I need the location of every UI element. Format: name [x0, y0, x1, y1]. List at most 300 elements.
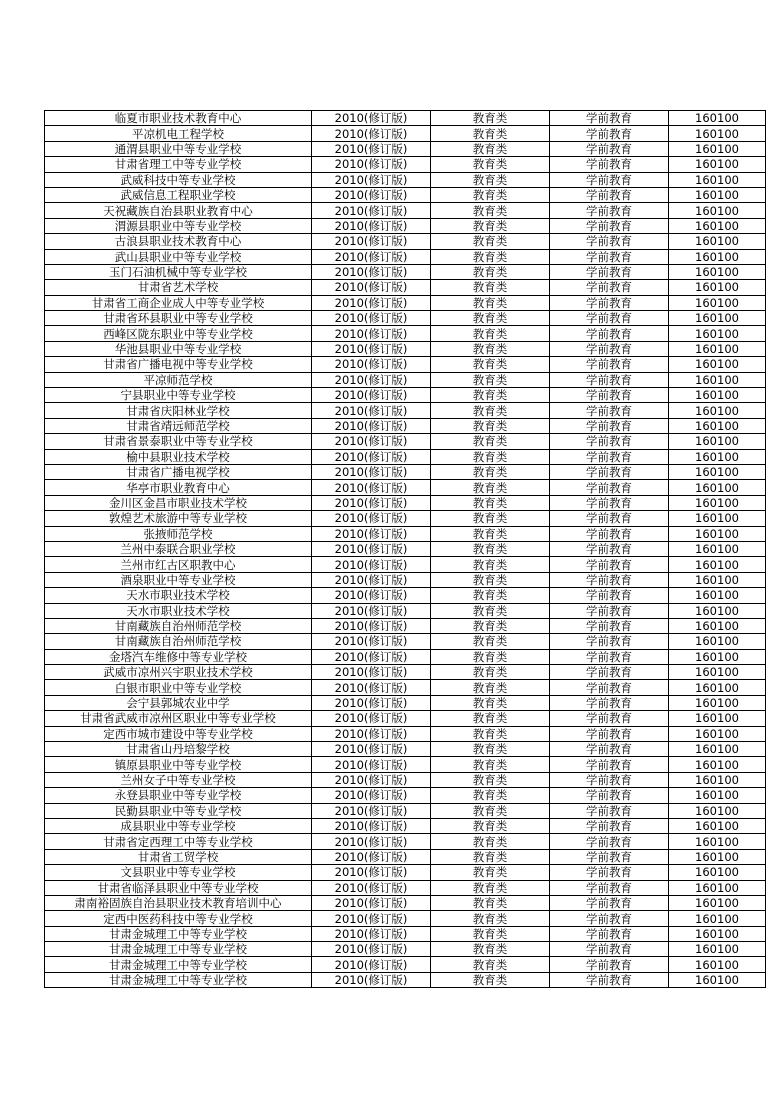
table-row [45, 726, 766, 741]
code-cell: 160100 [669, 218, 766, 233]
code-cell: 160100 [669, 557, 766, 572]
table-row [45, 511, 766, 526]
table-row [45, 757, 766, 772]
edition-cell: 2010(修订版) [312, 803, 431, 818]
table-row [45, 711, 766, 726]
major-cell: 学前教育 [550, 649, 669, 664]
table-row [45, 449, 766, 464]
code-cell: 160100 [669, 649, 766, 664]
table-row [45, 234, 766, 249]
edition-cell: 2010(修订版) [312, 326, 431, 341]
category-cell: 教育类 [431, 341, 550, 356]
edition-cell: 2010(修订版) [312, 942, 431, 957]
category-cell: 教育类 [431, 187, 550, 202]
major-cell: 学前教育 [550, 357, 669, 372]
category-cell: 教育类 [431, 757, 550, 772]
school-name-cell: 肃南裕固族自治县职业技术教育培训中心 [45, 895, 312, 910]
school-name-cell: 通渭县职业中等专业学校 [45, 141, 312, 156]
edition-cell: 2010(修订版) [312, 341, 431, 356]
table-row [45, 742, 766, 757]
code-cell: 160100 [669, 957, 766, 972]
code-cell: 160100 [669, 788, 766, 803]
major-cell: 学前教育 [550, 588, 669, 603]
edition-cell: 2010(修订版) [312, 388, 431, 403]
table-row [45, 357, 766, 372]
major-cell: 学前教育 [550, 557, 669, 572]
code-cell: 160100 [669, 942, 766, 957]
category-cell: 教育类 [431, 357, 550, 372]
school-name-cell: 金川区金昌市职业技术学校 [45, 495, 312, 510]
edition-cell: 2010(修订版) [312, 926, 431, 941]
category-cell: 教育类 [431, 449, 550, 464]
major-cell: 学前教育 [550, 126, 669, 141]
category-cell: 教育类 [431, 141, 550, 156]
table-row [45, 911, 766, 926]
category-cell: 教育类 [431, 649, 550, 664]
edition-cell: 2010(修订版) [312, 711, 431, 726]
category-cell: 教育类 [431, 372, 550, 387]
edition-cell: 2010(修订版) [312, 742, 431, 757]
major-cell: 学前教育 [550, 834, 669, 849]
edition-cell: 2010(修订版) [312, 865, 431, 880]
category-cell: 教育类 [431, 942, 550, 957]
category-cell: 教育类 [431, 111, 550, 126]
table-row [45, 818, 766, 833]
category-cell: 教育类 [431, 403, 550, 418]
school-name-cell: 平凉师范学校 [45, 372, 312, 387]
code-cell: 160100 [669, 726, 766, 741]
edition-cell: 2010(修订版) [312, 311, 431, 326]
code-cell: 160100 [669, 618, 766, 633]
major-cell: 学前教育 [550, 680, 669, 695]
major-cell: 学前教育 [550, 818, 669, 833]
category-cell: 教育类 [431, 618, 550, 633]
major-cell: 学前教育 [550, 849, 669, 864]
category-cell: 教育类 [431, 157, 550, 172]
school-name-cell: 武威信息工程职业学校 [45, 187, 312, 202]
category-cell: 教育类 [431, 788, 550, 803]
table-row [45, 464, 766, 479]
table-row [45, 218, 766, 233]
edition-cell: 2010(修订版) [312, 665, 431, 680]
school-name-cell: 甘南藏族自治州师范学校 [45, 634, 312, 649]
edition-cell: 2010(修订版) [312, 603, 431, 618]
school-name-cell: 甘肃省工商企业成人中等专业学校 [45, 295, 312, 310]
major-cell: 学前教育 [550, 695, 669, 710]
table-row [45, 526, 766, 541]
category-cell: 教育类 [431, 711, 550, 726]
school-name-cell: 文县职业中等专业学校 [45, 865, 312, 880]
major-cell: 学前教育 [550, 526, 669, 541]
table-row [45, 326, 766, 341]
table-row [45, 187, 766, 202]
edition-cell: 2010(修订版) [312, 895, 431, 910]
school-name-cell: 宁县职业中等专业学校 [45, 388, 312, 403]
table-row [45, 803, 766, 818]
edition-cell: 2010(修订版) [312, 172, 431, 187]
table-row [45, 957, 766, 972]
code-cell: 160100 [669, 818, 766, 833]
category-cell: 教育类 [431, 218, 550, 233]
table-row [45, 111, 766, 126]
table-row [45, 588, 766, 603]
code-cell: 160100 [669, 480, 766, 495]
category-cell: 教育类 [431, 295, 550, 310]
major-cell: 学前教育 [550, 911, 669, 926]
school-name-cell: 甘肃省定西理工中等专业学校 [45, 834, 312, 849]
major-cell: 学前教育 [550, 141, 669, 156]
category-cell: 教育类 [431, 634, 550, 649]
major-cell: 学前教育 [550, 249, 669, 264]
code-cell: 160100 [669, 572, 766, 587]
school-name-cell: 武山县职业中等专业学校 [45, 249, 312, 264]
category-cell: 教育类 [431, 203, 550, 218]
edition-cell: 2010(修订版) [312, 880, 431, 895]
major-cell: 学前教育 [550, 726, 669, 741]
school-name-cell: 甘肃省艺术学校 [45, 280, 312, 295]
school-name-cell: 甘肃省广播电视中等专业学校 [45, 357, 312, 372]
table-row [45, 680, 766, 695]
major-cell: 学前教育 [550, 464, 669, 479]
edition-cell: 2010(修订版) [312, 280, 431, 295]
major-cell: 学前教育 [550, 372, 669, 387]
edition-cell: 2010(修订版) [312, 757, 431, 772]
major-cell: 学前教育 [550, 803, 669, 818]
edition-cell: 2010(修订版) [312, 295, 431, 310]
code-cell: 160100 [669, 526, 766, 541]
code-cell: 160100 [669, 495, 766, 510]
code-cell: 160100 [669, 295, 766, 310]
table-row [45, 926, 766, 941]
category-cell: 教育类 [431, 264, 550, 279]
edition-cell: 2010(修订版) [312, 218, 431, 233]
major-cell: 学前教育 [550, 634, 669, 649]
edition-cell: 2010(修订版) [312, 526, 431, 541]
table-row [45, 541, 766, 556]
school-name-cell: 甘肃金城理工中等专业学校 [45, 957, 312, 972]
school-name-cell: 平凉机电工程学校 [45, 126, 312, 141]
edition-cell: 2010(修订版) [312, 726, 431, 741]
major-cell: 学前教育 [550, 295, 669, 310]
table-row [45, 942, 766, 957]
major-cell: 学前教育 [550, 234, 669, 249]
major-cell: 学前教育 [550, 926, 669, 941]
category-cell: 教育类 [431, 926, 550, 941]
edition-cell: 2010(修订版) [312, 572, 431, 587]
table-row [45, 311, 766, 326]
edition-cell: 2010(修订版) [312, 695, 431, 710]
major-cell: 学前教育 [550, 742, 669, 757]
major-cell: 学前教育 [550, 157, 669, 172]
category-cell: 教育类 [431, 434, 550, 449]
school-name-cell: 天水市职业技术学校 [45, 588, 312, 603]
code-cell: 160100 [669, 326, 766, 341]
edition-cell: 2010(修订版) [312, 911, 431, 926]
school-name-cell: 镇原县职业中等专业学校 [45, 757, 312, 772]
major-cell: 学前教育 [550, 203, 669, 218]
category-cell: 教育类 [431, 464, 550, 479]
table-row [45, 203, 766, 218]
major-cell: 学前教育 [550, 449, 669, 464]
edition-cell: 2010(修订版) [312, 680, 431, 695]
edition-cell: 2010(修订版) [312, 418, 431, 433]
major-cell: 学前教育 [550, 880, 669, 895]
table-row [45, 572, 766, 587]
table-row [45, 972, 766, 987]
category-cell: 教育类 [431, 311, 550, 326]
code-cell: 160100 [669, 341, 766, 356]
school-name-cell: 渭源县职业中等专业学校 [45, 218, 312, 233]
school-name-cell: 甘肃省武威市凉州区职业中等专业学校 [45, 711, 312, 726]
category-cell: 教育类 [431, 742, 550, 757]
code-cell: 160100 [669, 264, 766, 279]
category-cell: 教育类 [431, 834, 550, 849]
table-row [45, 649, 766, 664]
code-cell: 160100 [669, 311, 766, 326]
major-cell: 学前教育 [550, 326, 669, 341]
major-cell: 学前教育 [550, 865, 669, 880]
edition-cell: 2010(修订版) [312, 480, 431, 495]
edition-cell: 2010(修订版) [312, 834, 431, 849]
code-cell: 160100 [669, 695, 766, 710]
edition-cell: 2010(修订版) [312, 464, 431, 479]
school-name-cell: 甘肃省山丹培黎学校 [45, 742, 312, 757]
school-name-cell: 兰州市红古区职教中心 [45, 557, 312, 572]
code-cell: 160100 [669, 541, 766, 556]
table-row [45, 788, 766, 803]
category-cell: 教育类 [431, 665, 550, 680]
school-name-cell: 白银市职业中等专业学校 [45, 680, 312, 695]
table-row [45, 557, 766, 572]
code-cell: 160100 [669, 757, 766, 772]
edition-cell: 2010(修订版) [312, 141, 431, 156]
code-cell: 160100 [669, 834, 766, 849]
code-cell: 160100 [669, 203, 766, 218]
edition-cell: 2010(修订版) [312, 234, 431, 249]
school-name-cell: 甘南藏族自治州师范学校 [45, 618, 312, 633]
edition-cell: 2010(修订版) [312, 557, 431, 572]
school-name-cell: 成县职业中等专业学校 [45, 818, 312, 833]
category-cell: 教育类 [431, 880, 550, 895]
major-cell: 学前教育 [550, 618, 669, 633]
table-row [45, 895, 766, 910]
code-cell: 160100 [669, 388, 766, 403]
major-cell: 学前教育 [550, 434, 669, 449]
category-cell: 教育类 [431, 172, 550, 187]
category-cell: 教育类 [431, 603, 550, 618]
school-name-cell: 天祝藏族自治县职业教育中心 [45, 203, 312, 218]
school-name-cell: 华亭市职业教育中心 [45, 480, 312, 495]
school-name-cell: 会宁县郭城农业中学 [45, 695, 312, 710]
code-cell: 160100 [669, 588, 766, 603]
major-cell: 学前教育 [550, 603, 669, 618]
table-body [45, 111, 766, 988]
edition-cell: 2010(修订版) [312, 495, 431, 510]
edition-cell: 2010(修订版) [312, 849, 431, 864]
major-cell: 学前教育 [550, 111, 669, 126]
code-cell: 160100 [669, 157, 766, 172]
code-cell: 160100 [669, 111, 766, 126]
code-cell: 160100 [669, 234, 766, 249]
school-name-cell: 永登县职业中等专业学校 [45, 788, 312, 803]
school-name-cell: 定西中医药科技中等专业学校 [45, 911, 312, 926]
edition-cell: 2010(修订版) [312, 649, 431, 664]
code-cell: 160100 [669, 972, 766, 987]
edition-cell: 2010(修订版) [312, 264, 431, 279]
edition-cell: 2010(修订版) [312, 403, 431, 418]
table-row [45, 634, 766, 649]
category-cell: 教育类 [431, 772, 550, 787]
major-cell: 学前教育 [550, 341, 669, 356]
category-cell: 教育类 [431, 326, 550, 341]
school-name-cell: 酒泉职业中等专业学校 [45, 572, 312, 587]
table-row [45, 341, 766, 356]
category-cell: 教育类 [431, 957, 550, 972]
code-cell: 160100 [669, 464, 766, 479]
major-cell: 学前教育 [550, 772, 669, 787]
category-cell: 教育类 [431, 495, 550, 510]
code-cell: 160100 [669, 187, 766, 202]
edition-cell: 2010(修订版) [312, 972, 431, 987]
edition-cell: 2010(修订版) [312, 511, 431, 526]
code-cell: 160100 [669, 895, 766, 910]
table-row [45, 141, 766, 156]
code-cell: 160100 [669, 449, 766, 464]
category-cell: 教育类 [431, 726, 550, 741]
major-cell: 学前教育 [550, 972, 669, 987]
category-cell: 教育类 [431, 972, 550, 987]
school-name-cell: 甘肃省广播电视学校 [45, 464, 312, 479]
major-cell: 学前教育 [550, 511, 669, 526]
code-cell: 160100 [669, 742, 766, 757]
school-name-cell: 金塔汽车维修中等专业学校 [45, 649, 312, 664]
table-row [45, 388, 766, 403]
table-row [45, 434, 766, 449]
category-cell: 教育类 [431, 418, 550, 433]
school-name-cell: 甘肃省景泰职业中等专业学校 [45, 434, 312, 449]
school-name-cell: 武威科技中等专业学校 [45, 172, 312, 187]
major-cell: 学前教育 [550, 495, 669, 510]
school-list-table [44, 110, 766, 988]
major-cell: 学前教育 [550, 480, 669, 495]
school-name-cell: 张掖师范学校 [45, 526, 312, 541]
major-cell: 学前教育 [550, 403, 669, 418]
table-row [45, 849, 766, 864]
code-cell: 160100 [669, 511, 766, 526]
table-row [45, 665, 766, 680]
school-name-cell: 兰州中泰联合职业学校 [45, 541, 312, 556]
category-cell: 教育类 [431, 588, 550, 603]
code-cell: 160100 [669, 141, 766, 156]
code-cell: 160100 [669, 418, 766, 433]
table-row [45, 372, 766, 387]
category-cell: 教育类 [431, 895, 550, 910]
category-cell: 教育类 [431, 680, 550, 695]
code-cell: 160100 [669, 926, 766, 941]
major-cell: 学前教育 [550, 311, 669, 326]
code-cell: 160100 [669, 172, 766, 187]
edition-cell: 2010(修订版) [312, 634, 431, 649]
category-cell: 教育类 [431, 865, 550, 880]
category-cell: 教育类 [431, 849, 550, 864]
school-name-cell: 敦煌艺术旅游中等专业学校 [45, 511, 312, 526]
code-cell: 160100 [669, 357, 766, 372]
edition-cell: 2010(修订版) [312, 126, 431, 141]
table-row [45, 772, 766, 787]
code-cell: 160100 [669, 403, 766, 418]
category-cell: 教育类 [431, 541, 550, 556]
category-cell: 教育类 [431, 526, 550, 541]
major-cell: 学前教育 [550, 541, 669, 556]
edition-cell: 2010(修订版) [312, 957, 431, 972]
edition-cell: 2010(修订版) [312, 588, 431, 603]
school-name-cell: 榆中县职业技术学校 [45, 449, 312, 464]
school-name-cell: 甘肃省靖远师范学校 [45, 418, 312, 433]
code-cell: 160100 [669, 665, 766, 680]
major-cell: 学前教育 [550, 788, 669, 803]
edition-cell: 2010(修订版) [312, 449, 431, 464]
edition-cell: 2010(修订版) [312, 541, 431, 556]
category-cell: 教育类 [431, 911, 550, 926]
code-cell: 160100 [669, 249, 766, 264]
major-cell: 学前教育 [550, 895, 669, 910]
category-cell: 教育类 [431, 511, 550, 526]
major-cell: 学前教育 [550, 572, 669, 587]
major-cell: 学前教育 [550, 388, 669, 403]
code-cell: 160100 [669, 803, 766, 818]
major-cell: 学前教育 [550, 418, 669, 433]
school-name-cell: 甘肃省临泽县职业中等专业学校 [45, 880, 312, 895]
code-cell: 160100 [669, 126, 766, 141]
table-row [45, 880, 766, 895]
school-name-cell: 甘肃金城理工中等专业学校 [45, 942, 312, 957]
table-row [45, 157, 766, 172]
school-name-cell: 民勤县职业中等专业学校 [45, 803, 312, 818]
table-row [45, 172, 766, 187]
major-cell: 学前教育 [550, 711, 669, 726]
code-cell: 160100 [669, 372, 766, 387]
major-cell: 学前教育 [550, 218, 669, 233]
table-row [45, 603, 766, 618]
table-row [45, 280, 766, 295]
category-cell: 教育类 [431, 695, 550, 710]
code-cell: 160100 [669, 434, 766, 449]
school-name-cell: 定西市城市建设中等专业学校 [45, 726, 312, 741]
edition-cell: 2010(修订版) [312, 788, 431, 803]
category-cell: 教育类 [431, 388, 550, 403]
table-row [45, 480, 766, 495]
school-name-cell: 兰州女子中等专业学校 [45, 772, 312, 787]
table-row [45, 495, 766, 510]
edition-cell: 2010(修订版) [312, 203, 431, 218]
table-row [45, 264, 766, 279]
major-cell: 学前教育 [550, 942, 669, 957]
school-name-cell: 西峰区陇东职业中等专业学校 [45, 326, 312, 341]
category-cell: 教育类 [431, 234, 550, 249]
school-name-cell: 武威市凉州兴宇职业技术学校 [45, 665, 312, 680]
code-cell: 160100 [669, 911, 766, 926]
category-cell: 教育类 [431, 572, 550, 587]
school-name-cell: 华池县职业中等专业学校 [45, 341, 312, 356]
edition-cell: 2010(修订版) [312, 818, 431, 833]
code-cell: 160100 [669, 880, 766, 895]
category-cell: 教育类 [431, 803, 550, 818]
school-name-cell: 甘肃省理工中等专业学校 [45, 157, 312, 172]
code-cell: 160100 [669, 603, 766, 618]
code-cell: 160100 [669, 280, 766, 295]
code-cell: 160100 [669, 772, 766, 787]
table-row [45, 618, 766, 633]
